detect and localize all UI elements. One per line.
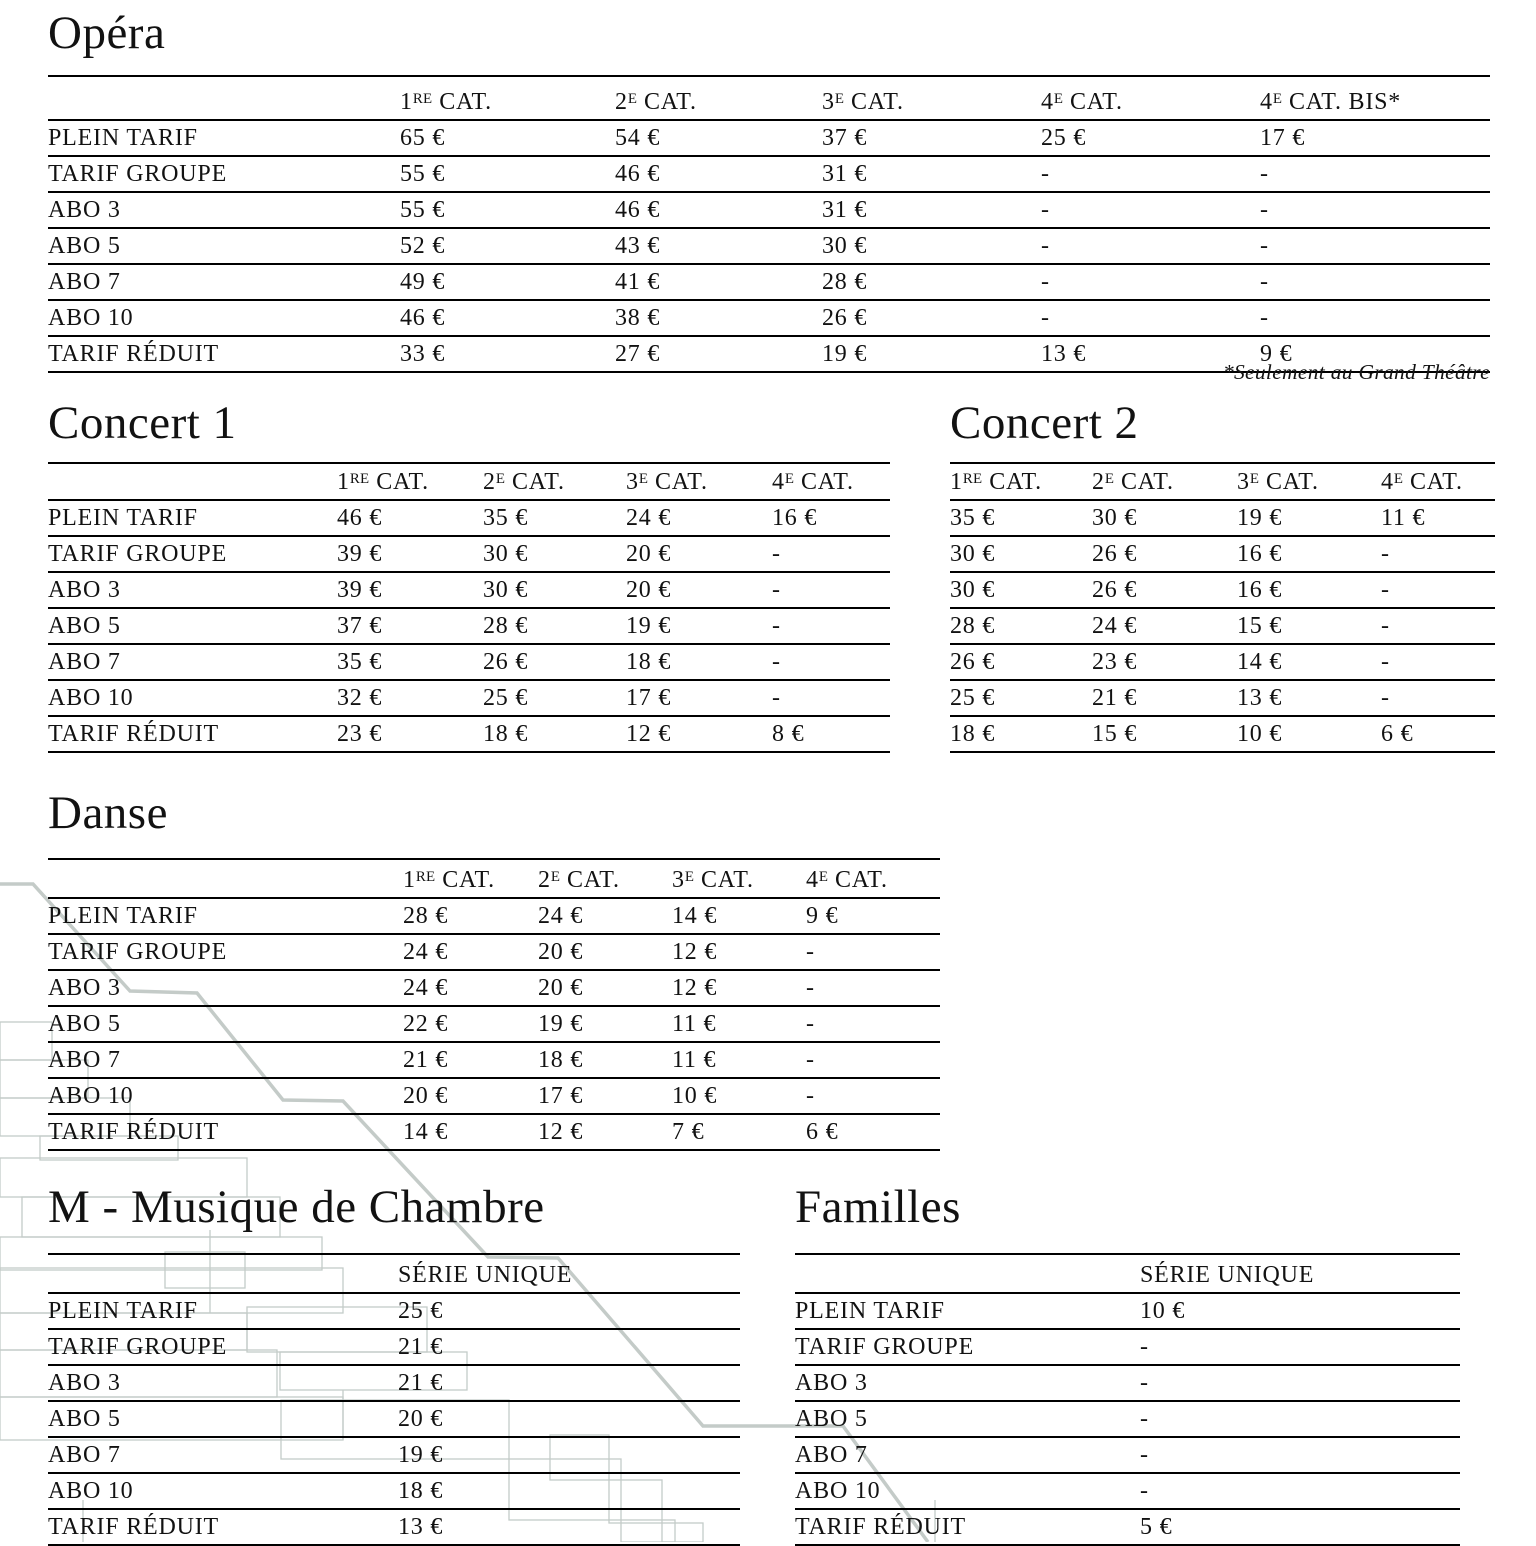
price-cell: 21 €: [398, 1370, 444, 1396]
price-cell: 10 €: [1140, 1298, 1186, 1324]
price-cell: 12 €: [672, 975, 718, 1001]
price-cell: 39 €: [337, 577, 383, 603]
section-title-familles: Familles: [795, 1181, 961, 1233]
price-cell: -: [1140, 1478, 1149, 1504]
price-cell: -: [806, 1083, 815, 1109]
table-row: [48, 1330, 740, 1366]
row-label-cell: ABO 7: [48, 1047, 121, 1073]
price-cell: 31 €: [822, 197, 868, 223]
table-row: [795, 1438, 1460, 1474]
price-cell: 30 €: [483, 541, 529, 567]
table-header-row: [48, 464, 890, 501]
column-header-blank-cell: [48, 114, 400, 119]
price-cell: 37 €: [337, 613, 383, 639]
price-cell: 52 €: [400, 233, 446, 259]
row-label-cell: ABO 3: [48, 197, 121, 223]
price-cell: 23 €: [1092, 649, 1138, 675]
ordinal-superscript: E: [1393, 470, 1404, 487]
price-cell: -: [806, 939, 815, 965]
price-cell: 39 €: [337, 541, 383, 567]
table-header-row: [48, 1255, 740, 1294]
table-row: [48, 229, 1490, 265]
price-cell: 35 €: [950, 505, 996, 531]
price-cell: 19 €: [538, 1011, 584, 1037]
ordinal-superscript: E: [550, 868, 561, 885]
column-header-cell: 1RE CAT.: [950, 469, 1042, 495]
price-cell: 13 €: [1041, 341, 1087, 367]
price-cell: 20 €: [398, 1406, 444, 1432]
row-label-cell: ABO 10: [48, 1478, 134, 1504]
price-cell: 46 €: [615, 161, 661, 187]
price-cell: 25 €: [1041, 125, 1087, 151]
table-row: [48, 301, 1490, 337]
table-row: [48, 501, 890, 537]
row-label-cell: TARIF RÉDUIT: [48, 341, 220, 367]
price-cell: 17 €: [538, 1083, 584, 1109]
price-cell: 24 €: [1092, 613, 1138, 639]
price-cell: -: [1260, 305, 1269, 331]
price-cell: 25 €: [398, 1298, 444, 1324]
price-cell: -: [806, 1047, 815, 1073]
table-row: [795, 1294, 1460, 1330]
table-row: [48, 609, 890, 645]
price-cell: 25 €: [950, 685, 996, 711]
price-cell: -: [772, 541, 781, 567]
column-header-cell: $4^E$ CAT.: [806, 867, 888, 893]
row-label-cell: TARIF RÉDUIT: [48, 721, 220, 747]
row-label-cell: PLEIN TARIF: [48, 505, 198, 531]
ordinal-superscript: E: [1104, 470, 1115, 487]
price-cell: -: [1140, 1442, 1149, 1468]
column-header-cell: $4^E$ CAT.: [1381, 469, 1463, 495]
row-label-cell: ABO 7: [48, 269, 121, 295]
price-cell: 18 €: [538, 1047, 584, 1073]
price-cell: -: [1381, 577, 1390, 603]
price-cell: 19 €: [1237, 505, 1283, 531]
row-label-cell: ABO 5: [48, 613, 121, 639]
table-row: [48, 717, 890, 753]
price-cell: 6 €: [806, 1119, 839, 1145]
table-row: [48, 1474, 740, 1510]
price-cell: 21 €: [1092, 685, 1138, 711]
price-cell: -: [772, 613, 781, 639]
table-row: [48, 681, 890, 717]
price-cell: 11 €: [672, 1047, 717, 1073]
price-cell: -: [806, 1011, 815, 1037]
ordinal-superscript: E: [684, 868, 695, 885]
ordinal-superscript: E: [1272, 90, 1283, 107]
column-header-blank-cell: [48, 892, 403, 897]
row-label-cell: TARIF GROUPE: [48, 541, 228, 567]
price-cell: 26 €: [822, 305, 868, 331]
row-label-cell: TARIF RÉDUIT: [48, 1119, 220, 1145]
price-cell: 28 €: [483, 613, 529, 639]
price-cell: 18 €: [950, 721, 996, 747]
price-cell: 21 €: [398, 1334, 444, 1360]
row-label-cell: TARIF GROUPE: [795, 1334, 975, 1360]
price-cell: 16 €: [1237, 577, 1283, 603]
ordinal-superscript: RE: [415, 868, 436, 885]
price-cell: 13 €: [1237, 685, 1283, 711]
price-cell: 43 €: [615, 233, 661, 259]
ordinal-superscript: E: [1249, 470, 1260, 487]
price-cell: 20 €: [626, 541, 672, 567]
price-cell: 19 €: [398, 1442, 444, 1468]
price-cell: 37 €: [822, 125, 868, 151]
column-header-cell: $3^E$ CAT.: [626, 469, 708, 495]
row-label-cell: ABO 5: [48, 1406, 121, 1432]
price-cell: 65 €: [400, 125, 446, 151]
price-cell: 10 €: [672, 1083, 718, 1109]
price-cell: 19 €: [822, 341, 868, 367]
price-cell: -: [1041, 305, 1050, 331]
table-row: [950, 717, 1495, 753]
price-cell: 35 €: [483, 505, 529, 531]
row-label-cell: PLEIN TARIF: [48, 1298, 198, 1324]
price-cell: 30 €: [1092, 505, 1138, 531]
table-row: [48, 1007, 940, 1043]
table-row: [795, 1474, 1460, 1510]
price-cell: -: [772, 649, 781, 675]
price-cell: 35 €: [337, 649, 383, 675]
price-cell: 16 €: [772, 505, 818, 531]
column-header-cell: SÉRIE UNIQUE: [398, 1262, 573, 1288]
price-cell: 33 €: [400, 341, 446, 367]
price-cell: 10 €: [1237, 721, 1283, 747]
musique-de-chambre-price-table: [48, 1253, 740, 1546]
price-cell: 30 €: [950, 541, 996, 567]
section-title-danse: Danse: [48, 787, 168, 839]
opera-footnote: *Seulement au Grand Théâtre: [1222, 360, 1490, 384]
price-cell: 49 €: [400, 269, 446, 295]
ordinal-superscript: E: [834, 90, 845, 107]
row-label-cell: TARIF RÉDUIT: [48, 1514, 220, 1540]
table-row: [950, 645, 1495, 681]
table-header-row: [48, 860, 940, 899]
price-cell: 55 €: [400, 161, 446, 187]
section-title-concert1: Concert 1: [48, 397, 237, 449]
column-header-cell: $3^E$ CAT.: [822, 89, 904, 115]
ordinal-superscript: E: [818, 868, 829, 885]
price-cell: 27 €: [615, 341, 661, 367]
ordinal-superscript: E: [495, 470, 506, 487]
concert1-price-table: [48, 462, 890, 753]
row-label-cell: ABO 3: [795, 1370, 868, 1396]
price-cell: 26 €: [950, 649, 996, 675]
column-header-cell: 1RE CAT.: [400, 89, 492, 115]
ordinal-superscript: E: [627, 90, 638, 107]
ordinal-superscript: RE: [349, 470, 370, 487]
price-cell: 5 €: [1140, 1514, 1173, 1540]
price-cell: -: [1381, 685, 1390, 711]
table-header-row: [950, 464, 1495, 501]
table-row: [950, 681, 1495, 717]
price-cell: -: [1260, 269, 1269, 295]
column-header-cell: $4^E$ CAT.: [772, 469, 854, 495]
price-cell: 26 €: [1092, 577, 1138, 603]
table-row: [950, 501, 1495, 537]
column-header-cell: $2^E$ CAT.: [1092, 469, 1174, 495]
price-cell: 17 €: [626, 685, 672, 711]
price-cell: 24 €: [626, 505, 672, 531]
price-cell: 41 €: [615, 269, 661, 295]
table-row: [48, 971, 940, 1007]
table-row: [48, 935, 940, 971]
price-cell: -: [1140, 1334, 1149, 1360]
price-cell: 30 €: [950, 577, 996, 603]
table-row: [48, 1043, 940, 1079]
price-cell: 25 €: [483, 685, 529, 711]
price-cell: 17 €: [1260, 125, 1306, 151]
price-cell: -: [772, 685, 781, 711]
table-row: [950, 537, 1495, 573]
price-cell: 28 €: [403, 903, 449, 929]
column-header-cell: SÉRIE UNIQUE: [1140, 1262, 1315, 1288]
section-title-musique-de-chambre: M - Musique de Chambre: [48, 1181, 545, 1233]
price-cell: 8 €: [772, 721, 805, 747]
price-cell: -: [1260, 233, 1269, 259]
table-row: [48, 645, 890, 681]
price-cell: 24 €: [538, 903, 584, 929]
row-label-cell: PLEIN TARIF: [48, 125, 198, 151]
column-header-cell: 1RE CAT.: [403, 867, 495, 893]
price-cell: 24 €: [403, 975, 449, 1001]
price-cell: 12 €: [626, 721, 672, 747]
price-cell: 18 €: [626, 649, 672, 675]
price-cell: 14 €: [403, 1119, 449, 1145]
price-cell: 55 €: [400, 197, 446, 223]
price-cell: -: [1260, 161, 1269, 187]
row-label-cell: ABO 10: [48, 1083, 134, 1109]
price-cell: 32 €: [337, 685, 383, 711]
column-header-cell: $3^E$ CAT.: [1237, 469, 1319, 495]
price-cell: 18 €: [398, 1478, 444, 1504]
price-cell: -: [806, 975, 815, 1001]
price-cell: -: [772, 577, 781, 603]
price-cell: 14 €: [1237, 649, 1283, 675]
row-label-cell: ABO 7: [48, 649, 121, 675]
price-cell: -: [1140, 1370, 1149, 1396]
price-cell: -: [1041, 269, 1050, 295]
column-header-cell: $3^E$ CAT.: [672, 867, 754, 893]
table-header-row: [795, 1255, 1460, 1294]
price-cell: 6 €: [1381, 721, 1414, 747]
price-cell: 12 €: [672, 939, 718, 965]
column-header-blank-cell: [48, 494, 337, 499]
table-row: [950, 609, 1495, 645]
table-row: [48, 573, 890, 609]
price-cell: 20 €: [538, 939, 584, 965]
price-cell: 9 €: [806, 903, 839, 929]
table-row: [48, 193, 1490, 229]
table-row: [48, 1402, 740, 1438]
price-cell: 28 €: [822, 269, 868, 295]
row-label-cell: TARIF GROUPE: [48, 161, 228, 187]
column-header-cell: $4^E$ CAT.: [1041, 89, 1123, 115]
table-row: [48, 1366, 740, 1402]
row-label-cell: TARIF GROUPE: [48, 1334, 228, 1360]
price-cell: 46 €: [337, 505, 383, 531]
price-cell: 54 €: [615, 125, 661, 151]
price-cell: 15 €: [1237, 613, 1283, 639]
table-row: [48, 1079, 940, 1115]
price-cell: 20 €: [403, 1083, 449, 1109]
price-cell: 11 €: [1381, 505, 1426, 531]
row-label-cell: ABO 10: [795, 1478, 881, 1504]
price-cell: 7 €: [672, 1119, 705, 1145]
price-cell: -: [1381, 649, 1390, 675]
column-header-cell: 1RE CAT.: [337, 469, 429, 495]
column-header-blank-cell: [795, 1287, 1140, 1292]
price-cell: 14 €: [672, 903, 718, 929]
table-row: [48, 1438, 740, 1474]
price-cell: -: [1041, 161, 1050, 187]
table-row: [48, 265, 1490, 301]
price-cell: 26 €: [483, 649, 529, 675]
price-cell: 30 €: [483, 577, 529, 603]
danse-price-table: [48, 858, 940, 1151]
section-title-opera: Opéra: [48, 7, 166, 59]
table-header-row: [48, 77, 1490, 121]
price-cell: 24 €: [403, 939, 449, 965]
table-row: [795, 1402, 1460, 1438]
ordinal-superscript: E: [638, 470, 649, 487]
price-cell: 31 €: [822, 161, 868, 187]
opera-price-table: [48, 75, 1490, 373]
price-cell: 13 €: [398, 1514, 444, 1540]
table-row: [950, 573, 1495, 609]
table-row: [48, 899, 940, 935]
price-cell: 20 €: [626, 577, 672, 603]
ordinal-superscript: E: [1053, 90, 1064, 107]
row-label-cell: ABO 10: [48, 685, 134, 711]
table-row: [795, 1510, 1460, 1546]
price-cell: 30 €: [822, 233, 868, 259]
price-cell: 19 €: [626, 613, 672, 639]
price-cell: 16 €: [1237, 541, 1283, 567]
price-cell: 46 €: [400, 305, 446, 331]
price-cell: 22 €: [403, 1011, 449, 1037]
column-header-cell: $2^E$ CAT.: [615, 89, 697, 115]
table-row: [48, 1294, 740, 1330]
price-cell: 38 €: [615, 305, 661, 331]
price-cell: -: [1041, 233, 1050, 259]
price-cell: 15 €: [1092, 721, 1138, 747]
price-cell: -: [1140, 1406, 1149, 1432]
price-cell: 21 €: [403, 1047, 449, 1073]
row-label-cell: ABO 7: [795, 1442, 868, 1468]
row-label-cell: ABO 5: [48, 1011, 121, 1037]
table-row: [48, 537, 890, 573]
ordinal-superscript: RE: [962, 470, 983, 487]
price-cell: 18 €: [483, 721, 529, 747]
price-cell: 28 €: [950, 613, 996, 639]
concert2-price-table: [950, 462, 1495, 753]
column-header-cell: $2^E$ CAT.: [538, 867, 620, 893]
price-cell: 9 €: [1260, 341, 1293, 367]
price-cell: 23 €: [337, 721, 383, 747]
price-cell: 12 €: [538, 1119, 584, 1145]
table-row: [795, 1366, 1460, 1402]
section-title-concert2: Concert 2: [950, 397, 1139, 449]
column-header-cell: $2^E$ CAT.: [483, 469, 565, 495]
price-cell: 46 €: [615, 197, 661, 223]
column-header-blank-cell: [48, 1287, 398, 1292]
table-row: [48, 1510, 740, 1546]
price-cell: 26 €: [1092, 541, 1138, 567]
price-cell: -: [1381, 541, 1390, 567]
price-cell: -: [1260, 197, 1269, 223]
row-label-cell: PLEIN TARIF: [795, 1298, 945, 1324]
price-cell: -: [1381, 613, 1390, 639]
familles-price-table: [795, 1253, 1460, 1546]
table-row: [795, 1330, 1460, 1366]
price-cell: 20 €: [538, 975, 584, 1001]
table-row: [48, 157, 1490, 193]
row-label-cell: TARIF RÉDUIT: [795, 1514, 967, 1540]
row-label-cell: ABO 5: [795, 1406, 868, 1432]
row-label-cell: ABO 5: [48, 233, 121, 259]
row-label-cell: ABO 10: [48, 305, 134, 331]
row-label-cell: ABO 7: [48, 1442, 121, 1468]
row-label-cell: ABO 3: [48, 1370, 121, 1396]
table-row: [48, 1115, 940, 1151]
column-header-cell: $4^E$ CAT. BIS*: [1260, 89, 1402, 115]
ordinal-superscript: RE: [412, 90, 433, 107]
ordinal-superscript: E: [784, 470, 795, 487]
price-cell: 11 €: [672, 1011, 717, 1037]
row-label-cell: TARIF GROUPE: [48, 939, 228, 965]
table-row: [48, 121, 1490, 157]
row-label-cell: ABO 3: [48, 577, 121, 603]
row-label-cell: PLEIN TARIF: [48, 903, 198, 929]
price-cell: -: [1041, 197, 1050, 223]
row-label-cell: ABO 3: [48, 975, 121, 1001]
